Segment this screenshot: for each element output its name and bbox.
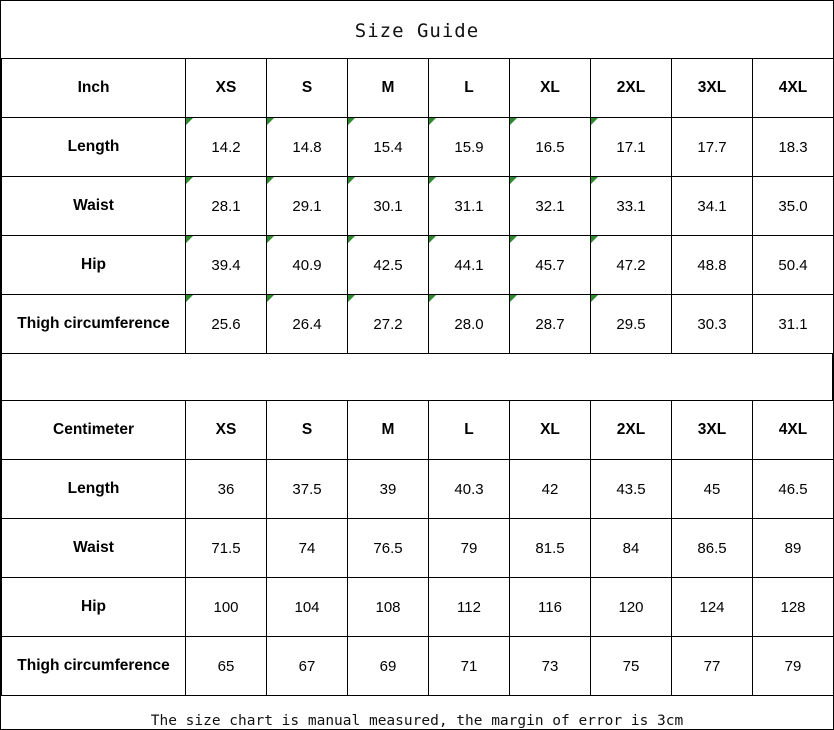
cell-value: 15.9 (454, 138, 484, 156)
table-header-row (2, 401, 834, 460)
cell-value: 34.1 (697, 197, 727, 215)
measure-cell: 77 (672, 637, 753, 696)
measure-cell: 128 (753, 578, 834, 637)
corner-marker-icon (510, 295, 517, 302)
cell-value: 45.7 (535, 256, 565, 274)
corner-marker-icon (429, 236, 436, 243)
cell-value: 50.4 (778, 256, 808, 274)
measure-cell: 108 (348, 578, 429, 637)
cell-value: 30.3 (697, 315, 727, 333)
corner-marker-icon (429, 177, 436, 184)
table-row (2, 460, 834, 519)
measure-cell: 89 (753, 519, 834, 578)
footer-note: The size chart is manual measured, the margin of error is 3cm (150, 713, 684, 729)
measure-cell (510, 118, 591, 177)
measure-cell (591, 118, 672, 177)
size-header: S (267, 59, 348, 118)
corner-marker-icon (510, 177, 517, 184)
measure-cell: 40.3 (429, 460, 510, 519)
table-row (2, 519, 834, 578)
size-header: XL (510, 401, 591, 460)
measure-cell (753, 236, 834, 295)
measure-cell (186, 295, 267, 354)
measure-cell (186, 236, 267, 295)
size-header: XS (186, 59, 267, 118)
corner-marker-icon (348, 177, 355, 184)
cell-value: 47.2 (616, 256, 646, 274)
corner-marker-icon (186, 118, 193, 125)
corner-marker-icon (510, 118, 517, 125)
measure-cell: 36 (186, 460, 267, 519)
cell-value: 39.4 (211, 256, 241, 274)
corner-marker-icon (348, 295, 355, 302)
corner-marker-icon (186, 177, 193, 184)
row-label: Length (2, 118, 186, 177)
table-row (2, 177, 834, 236)
measure-cell (348, 295, 429, 354)
size-header: 4XL (753, 401, 834, 460)
table-separator (1, 354, 833, 400)
row-label: Length (2, 460, 186, 519)
measure-cell (348, 177, 429, 236)
size-header: S (267, 401, 348, 460)
corner-marker-icon (429, 295, 436, 302)
measure-cell (510, 177, 591, 236)
size-header: L (429, 59, 510, 118)
cell-value: 14.8 (292, 138, 322, 156)
cell-value: 28.7 (535, 315, 565, 333)
measure-cell: 112 (429, 578, 510, 637)
cell-value: 25.6 (211, 315, 241, 333)
cell-value: 44.1 (454, 256, 484, 274)
measure-cell (672, 118, 753, 177)
measure-cell (267, 236, 348, 295)
measure-cell: 39 (348, 460, 429, 519)
row-label: Hip (2, 236, 186, 295)
size-header: 3XL (672, 59, 753, 118)
measure-cell: 84 (591, 519, 672, 578)
measure-cell: 37.5 (267, 460, 348, 519)
measure-cell (429, 177, 510, 236)
size-header: L (429, 401, 510, 460)
corner-marker-icon (429, 118, 436, 125)
measure-cell: 73 (510, 637, 591, 696)
measure-cell: 120 (591, 578, 672, 637)
measure-cell (429, 236, 510, 295)
measure-cell: 124 (672, 578, 753, 637)
measure-cell (267, 295, 348, 354)
size-header: XS (186, 401, 267, 460)
cell-value: 16.5 (535, 138, 565, 156)
corner-marker-icon (267, 295, 274, 302)
table-row (2, 637, 834, 696)
size-header: M (348, 401, 429, 460)
measure-cell (348, 236, 429, 295)
size-header: 2XL (591, 401, 672, 460)
cell-value: 29.1 (292, 197, 322, 215)
measure-cell: 45 (672, 460, 753, 519)
row-label: Waist (2, 519, 186, 578)
unit-label: Inch (2, 59, 186, 118)
cell-value: 35.0 (778, 197, 808, 215)
measure-cell (186, 177, 267, 236)
measure-cell (591, 236, 672, 295)
corner-marker-icon (348, 236, 355, 243)
measure-cell: 74 (267, 519, 348, 578)
inch-size-table (1, 58, 834, 354)
measure-cell (510, 236, 591, 295)
measure-cell (753, 118, 834, 177)
size-header: XL (510, 59, 591, 118)
measure-cell (348, 118, 429, 177)
corner-marker-icon (591, 177, 598, 184)
corner-marker-icon (348, 118, 355, 125)
size-header: 2XL (591, 59, 672, 118)
corner-marker-icon (591, 236, 598, 243)
corner-marker-icon (510, 236, 517, 243)
measure-cell: 81.5 (510, 519, 591, 578)
corner-marker-icon (591, 118, 598, 125)
measure-cell: 71 (429, 637, 510, 696)
cell-value: 31.1 (454, 197, 484, 215)
cell-value: 32.1 (535, 197, 565, 215)
measure-cell (429, 295, 510, 354)
size-header: 3XL (672, 401, 753, 460)
cell-value: 28.1 (211, 197, 241, 215)
table-row (2, 295, 834, 354)
size-header: M (348, 59, 429, 118)
measure-cell: 67 (267, 637, 348, 696)
corner-marker-icon (267, 118, 274, 125)
cell-value: 30.1 (373, 197, 403, 215)
cell-value: 29.5 (616, 315, 646, 333)
measure-cell (267, 177, 348, 236)
measure-cell (672, 236, 753, 295)
measure-cell (267, 118, 348, 177)
cell-value: 48.8 (697, 256, 727, 274)
cell-value: 33.1 (616, 197, 646, 215)
measure-cell: 71.5 (186, 519, 267, 578)
measure-cell (186, 118, 267, 177)
measure-cell (672, 177, 753, 236)
measure-cell (429, 118, 510, 177)
table-row (2, 578, 834, 637)
measure-cell: 79 (753, 637, 834, 696)
measure-cell: 79 (429, 519, 510, 578)
measure-cell (753, 295, 834, 354)
corner-marker-icon (267, 236, 274, 243)
measure-cell (753, 177, 834, 236)
measure-cell: 100 (186, 578, 267, 637)
cell-value: 42.5 (373, 256, 403, 274)
cell-value: 26.4 (292, 315, 322, 333)
measure-cell: 46.5 (753, 460, 834, 519)
table-header-row (2, 59, 834, 118)
cell-value: 14.2 (211, 138, 241, 156)
measure-cell: 86.5 (672, 519, 753, 578)
cell-value: 17.7 (697, 138, 727, 156)
cell-value: 40.9 (292, 256, 322, 274)
cell-value: 28.0 (454, 315, 484, 333)
corner-marker-icon (267, 177, 274, 184)
corner-marker-icon (186, 236, 193, 243)
unit-label: Centimeter (2, 401, 186, 460)
measure-cell: 42 (510, 460, 591, 519)
cell-value: 18.3 (778, 138, 808, 156)
centimeter-size-table (1, 400, 834, 696)
page-title: Size Guide (354, 20, 480, 42)
measure-cell: 76.5 (348, 519, 429, 578)
corner-marker-icon (186, 295, 193, 302)
measure-cell: 75 (591, 637, 672, 696)
measure-cell: 65 (186, 637, 267, 696)
size-tables (1, 58, 833, 696)
corner-marker-icon (591, 295, 598, 302)
row-label: Hip (2, 578, 186, 637)
measure-cell: 116 (510, 578, 591, 637)
measure-cell: 69 (348, 637, 429, 696)
cell-value: 17.1 (616, 138, 646, 156)
table-row (2, 236, 834, 295)
row-label: Waist (2, 177, 186, 236)
cell-value: 15.4 (373, 138, 403, 156)
size-header: 4XL (753, 59, 834, 118)
measure-cell (672, 295, 753, 354)
row-label: Thigh circumference (2, 295, 186, 354)
cell-value: 31.1 (778, 315, 808, 333)
measure-cell: 104 (267, 578, 348, 637)
measure-cell (591, 295, 672, 354)
measure-cell (591, 177, 672, 236)
row-label: Thigh circumference (2, 637, 186, 696)
measure-cell (510, 295, 591, 354)
measure-cell: 43.5 (591, 460, 672, 519)
cell-value: 27.2 (373, 315, 403, 333)
table-row (2, 118, 834, 177)
